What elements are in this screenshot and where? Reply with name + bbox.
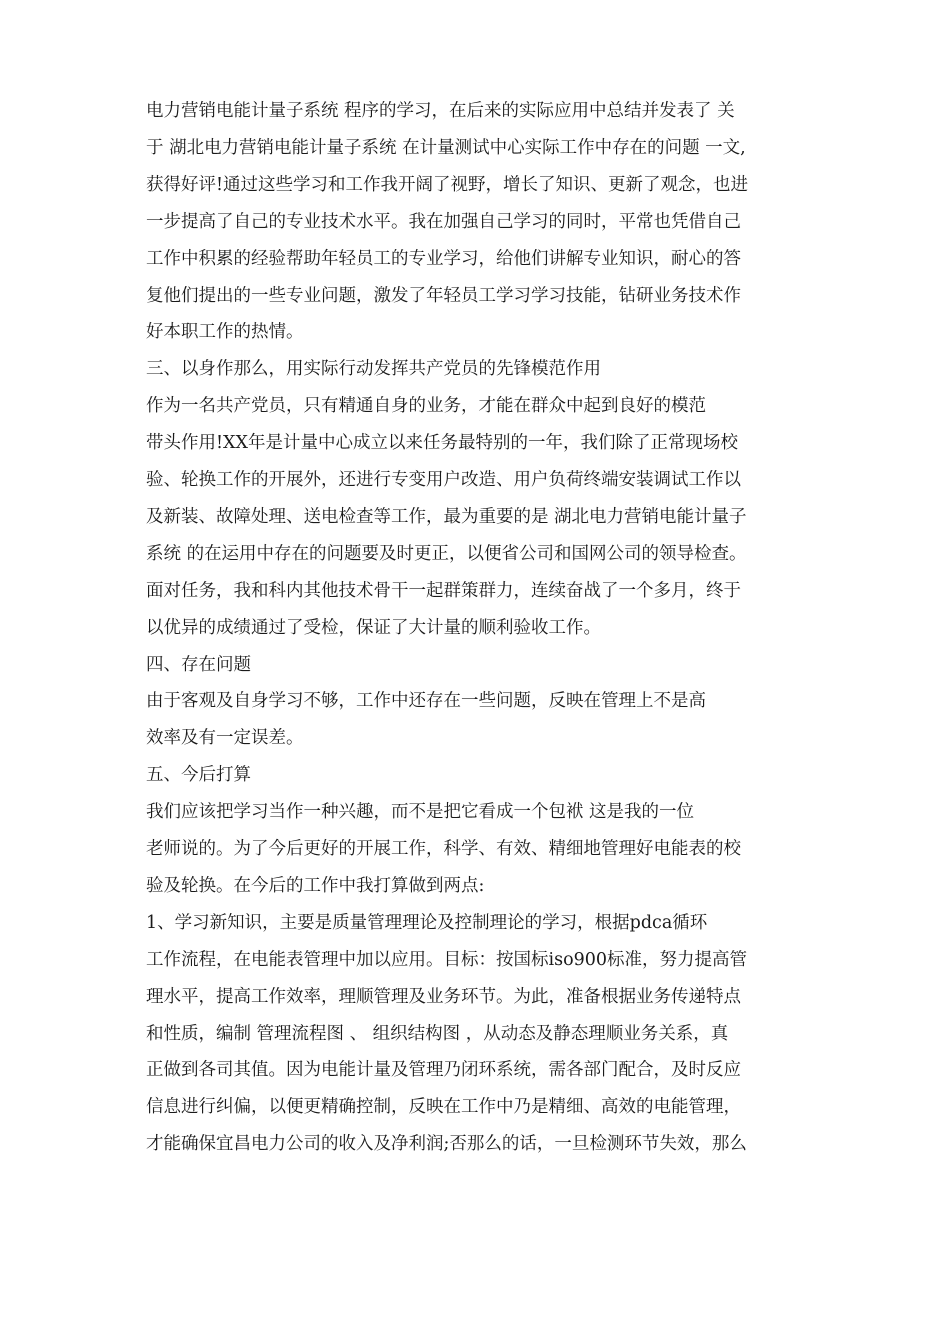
text-line: 信息进行纠偏，以便更精确控制，反映在工作中乃是精细、高效的电能管理，: [146, 1097, 741, 1117]
text-line: 一步提高了自己的专业技术水平。我在加强自己学习的同时，平常也凭借自己: [146, 212, 741, 232]
text-line: 获得好评!通过这些学习和工作我开阔了视野，增长了知识、更新了观念，也进: [146, 175, 749, 195]
text-line: 1、学习新知识，主要是质量管理理论及控制理论的学习，根据pdca循环: [146, 913, 708, 933]
text-line: 由于客观及自身学习不够，工作中还存在一些问题，反映在管理上不是高: [146, 691, 706, 711]
text-line: 验、轮换工作的开展外，还进行专变用户改造、用户负荷终端安装调试工作以: [146, 470, 741, 490]
text-line: 系统 的在运用中存在的问题要及时更正，以便省公司和国网公司的领导检查。: [146, 544, 747, 564]
text-line: 老师说的。为了今后更好的开展工作，科学、有效、精细地管理好电能表的校: [146, 839, 741, 859]
text-line: 正做到各司其值。因为电能计量及管理乃闭环系统，需各部门配合，及时反应: [146, 1060, 741, 1080]
text-line: 四、存在问题: [146, 655, 251, 675]
text-line: 及新装、故障处理、送电检查等工作，最为重要的是 湖北电力营销电能计量子: [146, 507, 747, 527]
text-line: 验及轮换。在今后的工作中我打算做到两点:: [146, 876, 485, 896]
text-line: 好本职工作的热情。: [146, 322, 304, 342]
text-line: 工作中积累的经验帮助年轻员工的专业学习，给他们讲解专业知识，耐心的答: [146, 249, 741, 269]
text-line: 我们应该把学习当作一种兴趣，而不是把它看成一个包袱 这是我的一位: [146, 802, 695, 822]
text-line: 效率及有一定误差。: [146, 728, 304, 748]
text-line: 作为一名共产党员，只有精通自身的业务，才能在群众中起到良好的模范: [146, 396, 706, 416]
text-line: 以优异的成绩通过了受检，保证了大计量的顺利验收工作。: [146, 618, 601, 638]
text-line: 工作流程，在电能表管理中加以应用。目标：按国标iso900标准，努力提高管: [146, 950, 748, 970]
text-line: 理水平，提高工作效率，理顺管理及业务环节。为此，准备根据业务传递特点: [146, 987, 741, 1007]
text-line: 才能确保宜昌电力公司的收入及净利润;否那么的话，一旦检测环节失效，那么: [146, 1134, 747, 1154]
text-line: 面对任务，我和科内其他技术骨干一起群策群力，连续奋战了一个多月，终于: [146, 581, 741, 601]
text-line: 三、以身作那么，用实际行动发挥共产党员的先锋模范作用: [146, 359, 601, 379]
text-line: 电力营销电能计量子系统 程序的学习，在后来的实际应用中总结并发表了 关: [146, 101, 735, 121]
text-line: 于 湖北电力营销电能计量子系统 在计量测试中心实际工作中存在的问题 一文,: [146, 138, 746, 158]
text-line: 复他们提出的一些专业问题，激发了年轻员工学习学习技能，钻研业务技术作: [146, 286, 741, 306]
text-line: 带头作用!XX年是计量中心成立以来任务最特别的一年，我们除了正常现场校: [146, 433, 738, 453]
text-line: 五、今后打算: [146, 765, 251, 785]
text-line: 和性质，编制 管理流程图 、 组织结构图 ，从动态及静态理顺业务关系，真: [146, 1024, 729, 1044]
